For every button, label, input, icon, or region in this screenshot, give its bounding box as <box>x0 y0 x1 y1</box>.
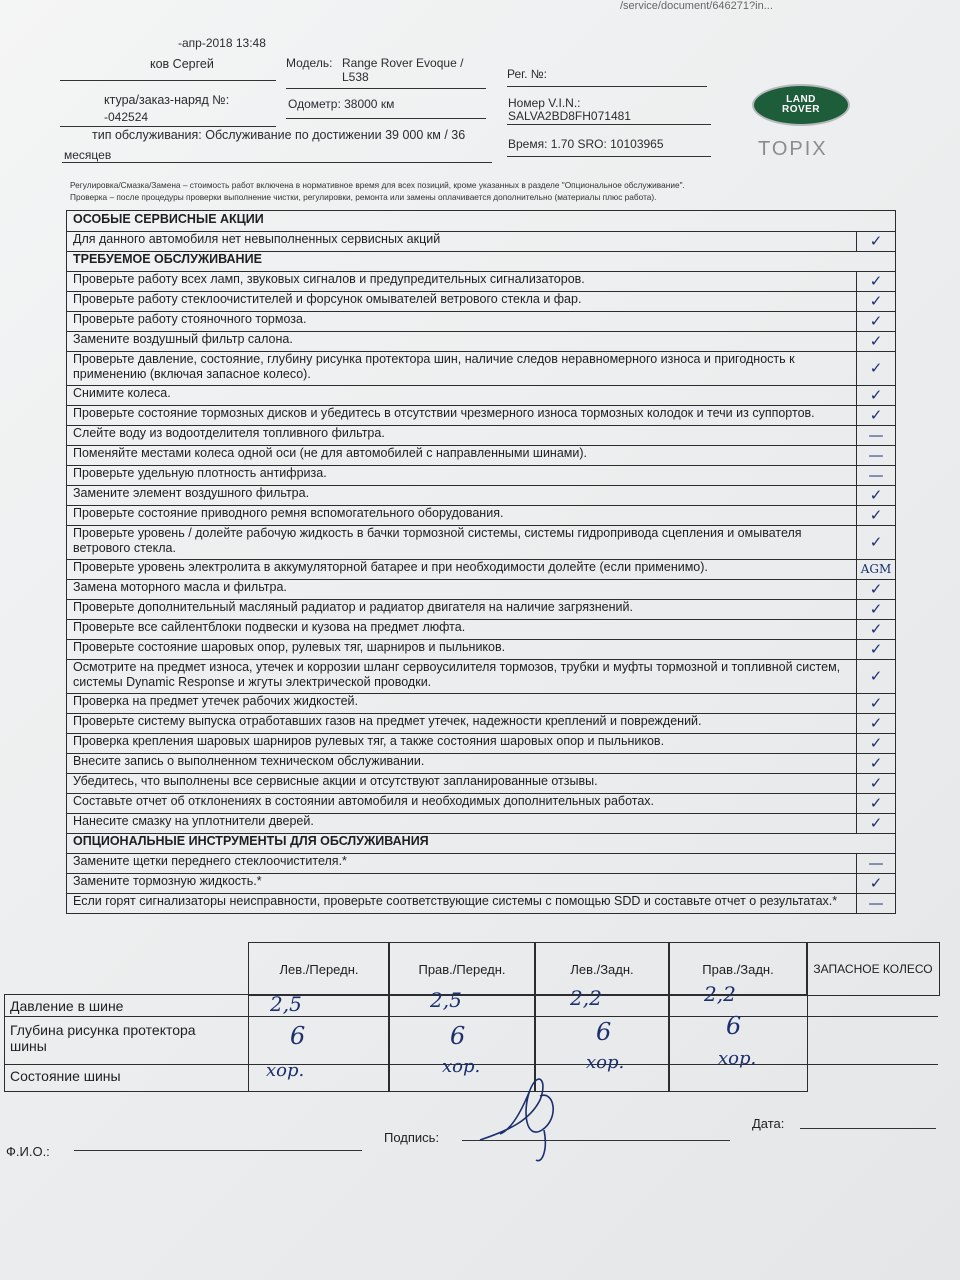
depth-rr: 6 <box>726 1012 742 1040</box>
service-type-line2: месяцев <box>64 148 112 162</box>
checkmark-cell: ✓ <box>856 271 895 291</box>
depth-lf: 6 <box>290 1022 306 1050</box>
checklist-row <box>67 505 895 526</box>
checklist-section-header <box>67 833 895 854</box>
checkmark-cell: — <box>856 465 895 485</box>
checklist-section-header <box>67 211 895 232</box>
tire-condition-label: Состояние шины <box>10 1068 121 1084</box>
note-line2: Проверка – после процедуры проверки выполнение чистки, регулировки, ремонта или замены оплачивается дополнительно (материалы плюс работа). <box>70 192 657 202</box>
tire-header-lf: Лев./Передн. <box>248 942 390 996</box>
model-label: Модель: <box>286 56 333 70</box>
checklist-row <box>67 425 895 446</box>
tire-header-rr: Прав./Задн. <box>668 942 808 996</box>
checklist-item-text: Поменяйте местами колеса одной оси (не для автомобилей с направленными шинами). <box>73 446 588 460</box>
checklist-row <box>67 773 895 794</box>
checklist-item-text: Проверьте уровень электролита в аккумуляторной батарее и при необходимости долейте (если применимо). <box>73 560 708 574</box>
vin-underline <box>507 124 711 125</box>
checklist-row <box>67 599 895 620</box>
checklist-item-text: Слейте воду из водоотделителя топливного фильтра. <box>73 426 385 440</box>
pressure-lf: 2,5 <box>270 992 302 1016</box>
checklist-row <box>67 465 895 486</box>
checkmark-cell: — <box>856 445 895 465</box>
order-value: -042524 <box>104 110 149 124</box>
checklist-row <box>67 331 895 352</box>
checklist-row <box>67 793 895 814</box>
service-type-underline <box>62 162 492 163</box>
checklist-item-text: Замените воздушный фильтр салона. <box>73 332 293 346</box>
checklist-item-text: Замените щетки переднего стеклоочистителя.* <box>73 854 347 868</box>
fio-underline <box>74 1150 362 1151</box>
checklist-item-text: Проверьте работу всех ламп, звуковых сигналов и предупредительных сигнализаторов. <box>73 272 585 286</box>
section-title: ТРЕБУЕМОЕ ОБСЛУЖИВАНИЕ <box>73 252 262 266</box>
pressure-lr: 2,2 <box>570 986 602 1010</box>
checklist-row <box>67 231 895 252</box>
handwritten-signature <box>470 1060 620 1170</box>
checklist-row <box>67 893 895 914</box>
checklist-row <box>67 485 895 506</box>
checkmark-cell: ✓ <box>856 385 895 405</box>
condition-rf: хор. <box>442 1056 481 1077</box>
checklist-row <box>67 853 895 874</box>
tire-depth-label: Глубина рисунка протектора шины <box>10 1022 196 1054</box>
signature-label: Подпись: <box>384 1130 440 1145</box>
checklist-table <box>66 210 896 914</box>
checkmark-cell: ✓ <box>856 733 895 753</box>
time-underline <box>507 156 711 157</box>
checklist-section-header <box>67 251 895 272</box>
checkmark-cell: ✓ <box>856 525 895 559</box>
pressure-rf: 2,5 <box>430 988 462 1012</box>
checklist-item-text: Если горят сигнализаторы неисправности, проверьте соответствующие системы с помощью SDD и составьте отчет о результатах.* <box>73 894 838 908</box>
checklist-item-text: Замените тормозную жидкость.* <box>73 874 262 888</box>
checklist-row <box>67 753 895 774</box>
order-underline <box>60 126 276 127</box>
checklist-item-text: Проверьте давление, состояние, глубину рисунка протектора шин, наличие следов неравномерного износа и пригодность к применению (включая запасное колесо). <box>73 352 795 381</box>
checkmark-cell: ✓ <box>856 231 895 251</box>
checkmark-cell: — <box>856 853 895 873</box>
tire-col-rr <box>668 994 808 1092</box>
checklist-item-text: Проверка на предмет утечек рабочих жидкостей. <box>73 694 358 708</box>
checklist-row <box>67 385 895 406</box>
checkmark-cell: ✓ <box>856 639 895 659</box>
tire-header-rf: Прав./Передн. <box>388 942 536 996</box>
checkmark-cell: ✓ <box>856 311 895 331</box>
print-date: -апр-2018 13:48 <box>178 36 266 50</box>
checkmark-cell: ✓ <box>856 579 895 599</box>
checklist-item-text: Проверьте состояние шаровых опор, рулевых тяг, шарниров и пыльников. <box>73 640 506 654</box>
condition-lr: хор. <box>586 1052 625 1073</box>
checklist-item-text: Замена моторного масла и фильтра. <box>73 580 287 594</box>
checklist-item-text: Проверьте дополнительный масляный радиатор и радиатор двигателя на наличие загрязнений. <box>73 600 633 614</box>
checklist-row <box>67 559 895 580</box>
checkmark-cell: ✓ <box>856 713 895 733</box>
section-title: ОПЦИОНАЛЬНЫЕ ИНСТРУМЕНТЫ ДЛЯ ОБСЛУЖИВАНИЯ <box>73 834 429 848</box>
note-line1: Регулировка/Смазка/Замена – стоимость работ включена в нормативное время для всех позиций, кроме указанных в разделе "Опциональное обслуживание". <box>70 180 685 190</box>
checkmark-cell: ✓ <box>856 693 895 713</box>
checklist-item-text: Проверьте состояние приводного ремня вспомогательного оборудования. <box>73 506 504 520</box>
checkmark-cell: ✓ <box>856 753 895 773</box>
date-label: Дата: <box>752 1116 785 1131</box>
checkmark-cell: ✓ <box>856 485 895 505</box>
depth-lr: 6 <box>596 1018 612 1046</box>
checkmark-cell: ✓ <box>856 813 895 833</box>
time-sro: Время: 1.70 SRO: 10103965 <box>508 137 664 151</box>
checklist-row <box>67 639 895 660</box>
date-underline <box>800 1128 936 1129</box>
tire-pressure-label: Давление в шине <box>10 998 124 1014</box>
url-fragment: /service/document/646271?in... <box>620 0 773 12</box>
checklist-item-text: Нанесите смазку на уплотнители дверей. <box>73 814 314 828</box>
checklist-item-text: Осмотрите на предмет износа, утечек и коррозии шланг сервоусилителя тормозов, трубки и муфты тормозной и топливной систем, системы Dynamic Response и жгуты электрической проводки. <box>73 660 841 689</box>
checkmark-cell: ✓ <box>856 773 895 793</box>
checklist-item-text: Составьте отчет об отклонениях в состоянии автомобиля и необходимых дополнительных работах. <box>73 794 655 808</box>
checklist-row <box>67 619 895 640</box>
reg-underline <box>507 86 707 87</box>
checklist-item-text: Проверка крепления шаровых шарниров рулевых тяг, а также состояния шаровых опор и пыльников. <box>73 734 665 748</box>
checklist-row <box>67 813 895 834</box>
checklist-row <box>67 713 895 734</box>
checklist-item-text: Проверьте состояние тормозных дисков и убедитесь в отсутствии чрезмерного износа тормозных колодок и течи из суппортов. <box>73 406 815 420</box>
tire-header-lr: Лев./Задн. <box>534 942 670 996</box>
checkmark-cell: ✓ <box>856 351 895 385</box>
checklist-row <box>67 579 895 600</box>
checklist-item-text: Убедитесь, что выполнены все сервисные акции и отсутствуют запланированные отзывы. <box>73 774 598 788</box>
checklist-row <box>67 693 895 714</box>
checklist-item-text: Для данного автомобиля нет невыполненных сервисных акций <box>73 232 441 246</box>
section-title: ОСОБЫЕ СЕРВИСНЫЕ АКЦИИ <box>73 212 264 226</box>
vin-label: Номер V.I.N.: <box>508 96 581 110</box>
checklist-row <box>67 873 895 894</box>
order-label: ктура/заказ-наряд №: <box>104 93 230 107</box>
checklist-item-text: Проверьте работу стеклоочистителей и форсунок омывателей ветрового стекла и фар. <box>73 292 582 306</box>
model-underline <box>286 88 486 89</box>
checkmark-cell: — <box>856 893 895 913</box>
checkmark-cell: — <box>856 425 895 445</box>
checklist-row <box>67 311 895 332</box>
odometer: Одометр: 38000 км <box>288 97 395 111</box>
checklist-row <box>67 291 895 312</box>
checklist-row <box>67 525 895 560</box>
checkmark-cell: ✓ <box>856 793 895 813</box>
checkmark-cell: ✓ <box>856 505 895 525</box>
tire-header-spare: ЗАПАСНОЕ КОЛЕСО <box>806 942 940 996</box>
odometer-underline <box>286 118 486 119</box>
checklist-item-text: Проверьте систему выпуска отработавших газов на предмет утечек, надежности креплений и повреждений. <box>73 714 702 728</box>
checkmark-cell: ✓ <box>856 619 895 639</box>
checklist-row <box>67 405 895 426</box>
condition-rr: хор. <box>718 1048 757 1069</box>
model-value: Range Rover Evoque / L538 <box>342 56 464 84</box>
checkmark-cell: ✓ <box>856 291 895 311</box>
pressure-rr: 2,2 <box>704 982 736 1006</box>
checkmark-cell: ✓ <box>856 599 895 619</box>
checklist-item-text: Снимите колеса. <box>73 386 171 400</box>
checkmark-cell: ✓ <box>856 331 895 351</box>
checklist-row <box>67 659 895 694</box>
checklist-row <box>67 351 895 386</box>
checklist-item-text: Проверьте уровень / долейте рабочую жидкость в бачки тормозной системы, системы гидропривода сцепления и омывателя ветрового стекла. <box>73 526 802 555</box>
checklist-item-text: Внесите запись о выполненном техническом обслуживании. <box>73 754 425 768</box>
service-type-line1: тип обслуживания: Обслуживание по достижении 39 000 км / 36 <box>92 128 466 142</box>
checklist-row <box>67 445 895 466</box>
checkmark-cell: ✓ <box>856 405 895 425</box>
customer-name: ков Сергей <box>150 57 214 71</box>
checkmark-cell: AGM <box>856 559 895 579</box>
checkmark-cell: ✓ <box>856 873 895 893</box>
dealer-logo: TOPIX <box>758 138 828 160</box>
depth-rf: 6 <box>450 1022 466 1050</box>
name-underline <box>60 80 276 81</box>
checklist-item-text: Проверьте все сайлентблоки подвески и кузова на предмет люфта. <box>73 620 466 634</box>
checklist-row <box>67 733 895 754</box>
land-rover-logo: LAND ROVER <box>752 84 850 126</box>
condition-lf: хор. <box>266 1060 305 1081</box>
checkmark-cell: ✓ <box>856 659 895 693</box>
vin-value: SALVA2BD8FH071481 <box>508 109 631 123</box>
checklist-row <box>67 271 895 292</box>
fio-label: Ф.И.О.: <box>6 1144 50 1159</box>
checklist-item-text: Замените элемент воздушного фильтра. <box>73 486 310 500</box>
reg-label: Рег. №: <box>507 67 547 81</box>
checklist-item-text: Проверьте удельную плотность антифриза. <box>73 466 327 480</box>
checklist-item-text: Проверьте работу стояночного тормоза. <box>73 312 307 326</box>
